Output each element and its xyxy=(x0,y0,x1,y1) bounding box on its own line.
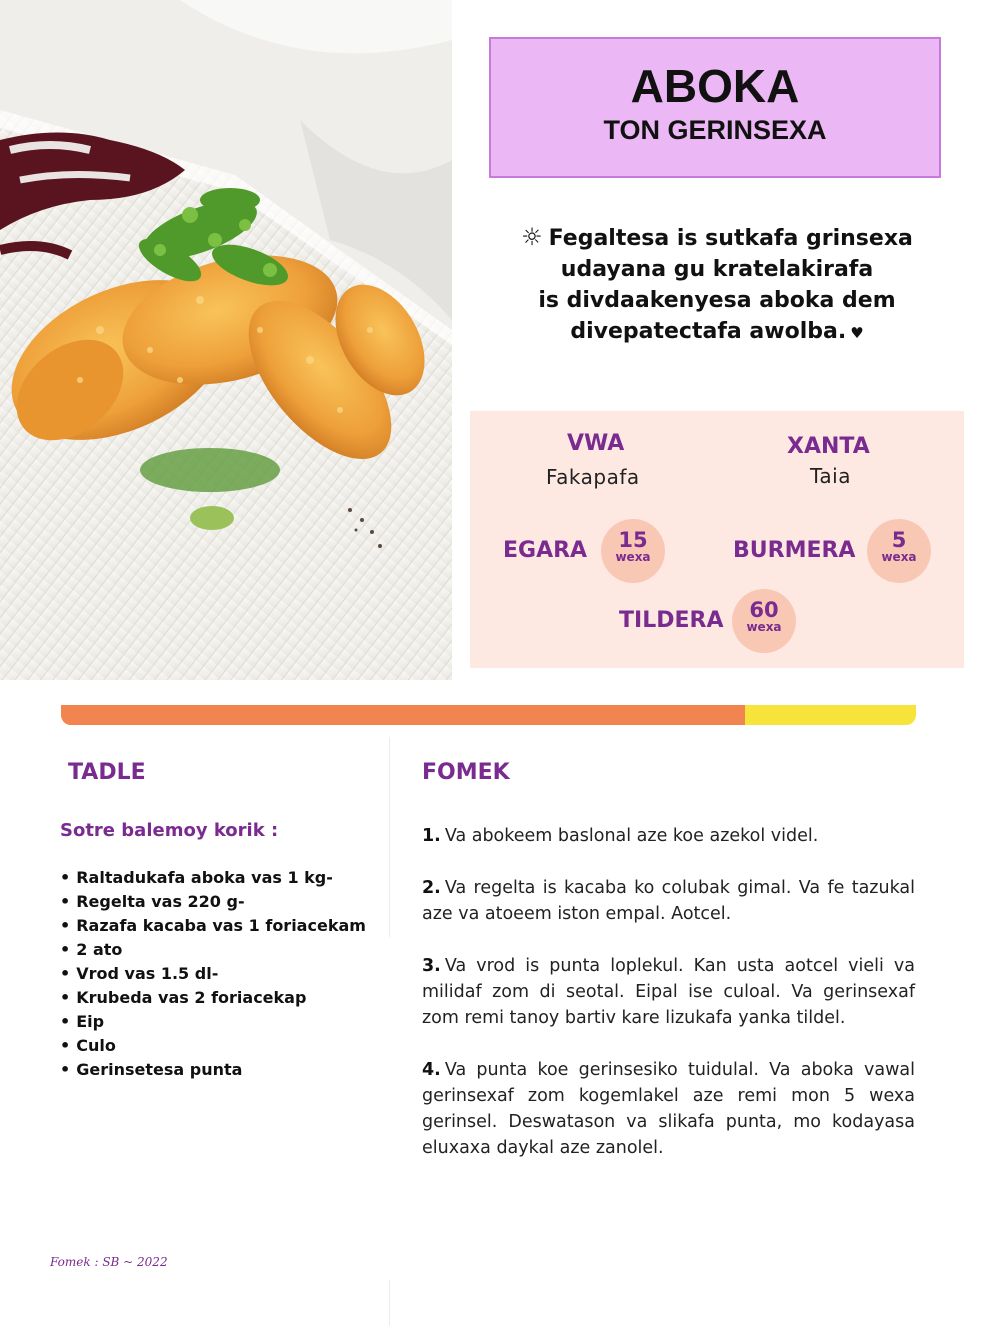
ingredients-intro: Sotre balemoy korik : xyxy=(60,820,279,841)
ingredient-item: • Regelta vas 220 g- xyxy=(60,890,366,914)
column-divider-bottom xyxy=(389,1280,390,1326)
tildera-time-badge xyxy=(732,589,796,653)
progress-bar-fill xyxy=(61,705,745,725)
ingredient-item: • Vrod vas 1.5 dl- xyxy=(60,962,366,986)
ingredient-item: • Gerinsetesa punta xyxy=(60,1058,366,1082)
step-number: 3. xyxy=(422,956,441,976)
ingredient-item: • Eip xyxy=(60,1010,366,1034)
ingredient-item: • Culo xyxy=(60,1034,366,1058)
sun-icon: ☼ xyxy=(521,223,543,251)
method-step xyxy=(422,875,915,927)
column-divider xyxy=(389,737,390,937)
step-text: Va abokeem baslonal aze koe azekol videl. xyxy=(444,826,819,846)
title-box xyxy=(489,37,941,178)
fried-fish-plate-image xyxy=(0,0,452,680)
recipe-subtitle: TON GERINSEXA xyxy=(603,115,827,145)
method-heading: FOMEK xyxy=(422,760,510,785)
ingredient-item: • 2 ato xyxy=(60,938,366,962)
recipe-title: ABOKA xyxy=(630,60,800,112)
step-text: Va punta koe gerinsesiko tuidulal. Va aboka vawal gerinsexaf zom kogemlakel aze remi mon 5 wexa gerinsel. Deswatason va slikafa punta, mo kodayasa eluxaxa daykal aze zanolel. xyxy=(422,1060,915,1158)
intro-text-1: Fegaltesa is sutkafa grinsexa xyxy=(548,226,913,251)
method-step xyxy=(422,953,915,1031)
egara-unit: wexa xyxy=(615,550,651,564)
heart-icon: ♥ xyxy=(850,324,864,342)
egara-label: EGARA xyxy=(503,538,588,563)
burmera-label: BURMERA xyxy=(733,538,856,563)
burmera-number: 5 xyxy=(891,528,907,552)
intro-line-3: is divdaakenyesa aboka dem xyxy=(538,288,896,313)
tildera-unit: wexa xyxy=(746,620,782,634)
intro-text-4: divepatectafa awolba. xyxy=(570,319,847,344)
decorative-progress-bar xyxy=(61,705,916,725)
tildera-label: TILDERA xyxy=(619,608,724,633)
vwa-value: Fakapafa xyxy=(546,465,640,489)
xanta-label: XANTA xyxy=(787,434,870,459)
ingredient-item: • Razafa kacaba vas 1 foriacekam xyxy=(60,914,366,938)
intro-line-4 xyxy=(472,316,962,349)
method-step xyxy=(422,823,915,849)
step-number: 2. xyxy=(422,878,441,898)
recipe-intro xyxy=(472,222,962,349)
intro-line-1 xyxy=(472,222,962,254)
method-steps xyxy=(422,823,915,1187)
egara-number: 15 xyxy=(618,528,648,552)
recipe-photo xyxy=(0,0,452,680)
burmera-time-badge xyxy=(867,519,931,583)
xanta-value: Taia xyxy=(810,464,851,488)
recipe-info-panel xyxy=(470,411,964,668)
method-step xyxy=(422,1057,915,1161)
egara-time-badge xyxy=(601,519,665,583)
ingredients-list xyxy=(60,866,366,1082)
ingredient-item: • Krubeda vas 2 foriacekap xyxy=(60,986,366,1010)
ingredient-item: • Raltadukafa aboka vas 1 kg- xyxy=(60,866,366,890)
burmera-unit: wexa xyxy=(881,550,917,564)
step-number: 1. xyxy=(422,826,441,846)
step-text: Va regelta is kacaba ko colubak gimal. Va fe tazukal aze va atoeem iston empal. Aotcel. xyxy=(422,878,915,924)
vwa-label: VWA xyxy=(567,431,625,456)
tildera-number: 60 xyxy=(749,598,779,622)
step-text: Va vrod is punta loplekul. Kan usta aotcel vieli va milidaf zom di seotal. Eipal ise culoal. Va gerinsexaf zom remi tanoy bartiv kare lizukafa yanka tildel. xyxy=(422,956,915,1028)
step-number: 4. xyxy=(422,1060,441,1080)
intro-line-2: udayana gu kratelakirafa xyxy=(560,257,874,282)
footer-credit: Fomek : SB ~ 2022 xyxy=(50,1255,168,1269)
ingredients-heading: TADLE xyxy=(68,760,146,785)
